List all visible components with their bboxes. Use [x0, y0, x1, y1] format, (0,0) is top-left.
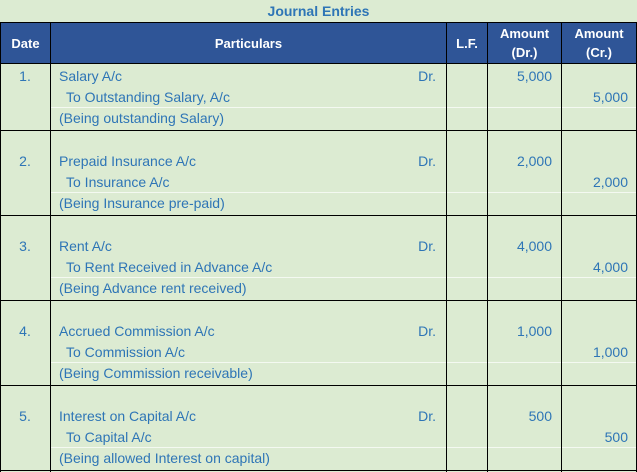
credit-account: To Capital A/c	[66, 429, 152, 445]
credit-account: To Outstanding Salary, A/c	[66, 89, 230, 105]
header-amount-dr	[487, 22, 562, 64]
header-amount-dr-line2: (Dr.)	[511, 45, 538, 60]
debit-account: Rent A/c	[59, 238, 112, 254]
dr-marker: Dr.	[418, 68, 436, 84]
debit-account: Interest on Capital A/c	[59, 408, 196, 424]
dr-marker: Dr.	[418, 323, 436, 339]
header-amount-cr-line2: (Cr.)	[586, 45, 612, 60]
table-title: Journal Entries	[267, 3, 370, 19]
entry-number: 3.	[19, 238, 31, 254]
entry-border	[0, 215, 637, 216]
entry-border	[0, 470, 637, 471]
narration: (Being Advance rent received)	[59, 280, 247, 296]
amount-dr: 500	[528, 408, 552, 424]
amount-cr: 5,000	[592, 89, 628, 105]
header-amount-dr-line1: Amount	[499, 26, 550, 41]
row-separator	[51, 192, 636, 193]
row-separator	[51, 277, 636, 278]
header-particulars: Particulars	[50, 22, 447, 64]
credit-account: To Rent Received in Advance A/c	[66, 259, 273, 275]
amount-cr: 2,000	[592, 174, 628, 190]
debit-account: Salary A/c	[59, 68, 123, 84]
narration: (Being allowed Interest on capital)	[59, 450, 270, 466]
header-amount-cr-line1: Amount	[574, 26, 624, 41]
narration: (Being Insurance pre-paid)	[59, 195, 225, 211]
divider	[0, 22, 1, 472]
header-date: Date	[0, 22, 51, 64]
divider	[446, 22, 447, 472]
row-separator	[51, 362, 636, 363]
entry-border	[0, 385, 637, 386]
debit-account: Prepaid Insurance A/c	[59, 153, 196, 169]
amount-cr: 500	[604, 429, 628, 445]
narration: (Being outstanding Salary)	[59, 110, 224, 126]
row-separator	[51, 107, 636, 108]
entry-border	[0, 300, 637, 301]
entry-number: 5.	[19, 408, 31, 424]
header-lf: L.F.	[446, 22, 488, 64]
amount-cr: 4,000	[592, 259, 628, 275]
dr-marker: Dr.	[418, 153, 436, 169]
amount-dr: 1,000	[516, 323, 552, 339]
row-separator	[51, 447, 636, 448]
amount-dr: 4,000	[516, 238, 552, 254]
amount-dr: 2,000	[516, 153, 552, 169]
entry-number: 2.	[19, 153, 31, 169]
amount-dr: 5,000	[516, 68, 552, 84]
debit-account: Accrued Commission A/c	[59, 323, 215, 339]
dr-marker: Dr.	[418, 238, 436, 254]
entry-border	[0, 130, 637, 131]
amount-cr: 1,000	[592, 344, 628, 360]
header-amount-cr	[561, 22, 637, 64]
dr-marker: Dr.	[418, 408, 436, 424]
credit-account: To Insurance A/c	[66, 174, 170, 190]
divider	[487, 22, 488, 472]
entry-number: 1.	[19, 68, 31, 84]
entry-number: 4.	[19, 323, 31, 339]
credit-account: To Commission A/c	[66, 344, 186, 360]
divider	[561, 22, 562, 472]
divider	[50, 22, 51, 472]
narration: (Being Commission receivable)	[59, 365, 253, 381]
